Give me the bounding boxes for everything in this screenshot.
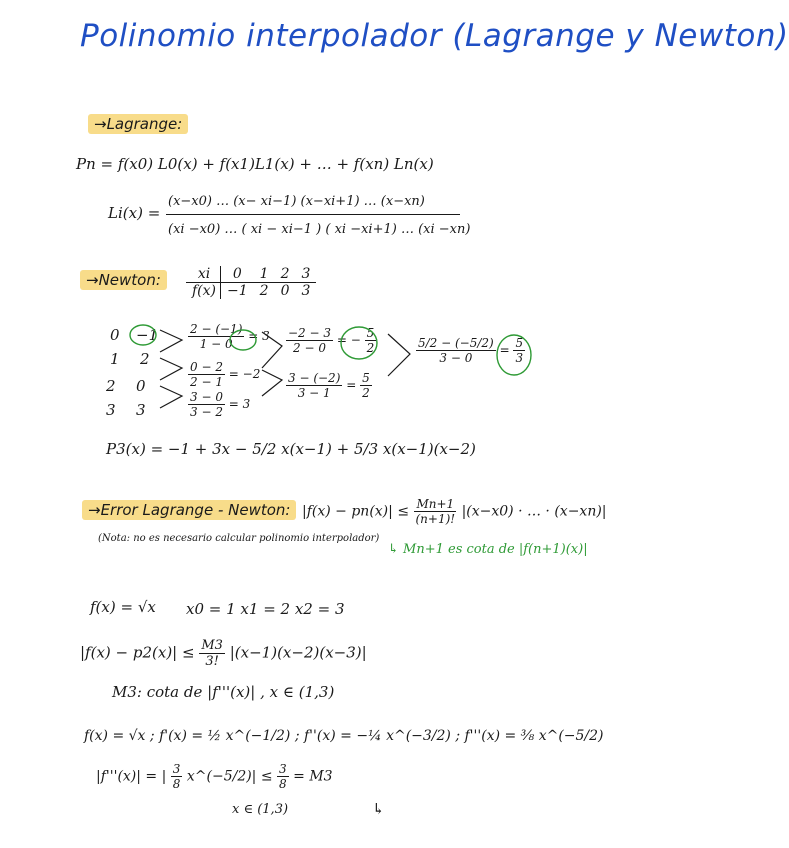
bracket-icon: [262, 332, 282, 368]
highlight-circle: [497, 335, 531, 375]
error-formula: |f(x) − pn(x)| ≤ $\frac{Mn+1}{(n+1)!}$ |(x−x0) · … · (x−xn)|: [302, 497, 607, 526]
dd1-2: $\frac{3 - 0}{3 - 2}$ = 3: [190, 390, 251, 419]
newton-heading: →Newton:: [80, 270, 167, 290]
dd1-1: $\frac{0 - 2}{2 - 1}$ = −2: [190, 360, 261, 389]
lagrange-pn-formula: Pn = f(x0) L0(x) + f(x1)L1(x) + … + f(xn) Ln(x): [76, 155, 434, 173]
table-cell: 0: [280, 283, 290, 299]
dd-x-0: 0: [110, 326, 120, 344]
bracket-icon: [160, 358, 182, 380]
newton-p3: P3(x) = −1 + 3x − 5/2 x(x−1) + 5/3 x(x−1)(x−2): [106, 440, 476, 458]
table-cell: 0: [221, 266, 254, 283]
dd2-0: $\frac{-2 - 3}{2 - 0}$ = − $\frac{5}{2}$: [288, 326, 375, 355]
lagrange-li-numerator: (x−x0) … (x− xi−1) (x−xi+1) … (x−xn): [168, 194, 425, 209]
lagrange-li-denominator: (xi −x0) … ( xi − xi−1 ) ( xi −xi+1) … (xi −xn): [168, 222, 471, 237]
example-nodes: x0 = 1 x1 = 2 x2 = 3: [186, 600, 345, 618]
error-heading: →Error Lagrange - Newton:: [82, 500, 296, 520]
dd-f-1: 2: [140, 350, 150, 368]
lagrange-heading: →Lagrange:: [88, 114, 188, 134]
dd2-1: $\frac{3 - (-2)}{3 - 1}$ = $\frac{5}{2}$: [288, 371, 370, 400]
bracket-icon: [160, 386, 182, 408]
table-cell: −1: [227, 283, 248, 299]
dd-f-3: 3: [136, 401, 146, 419]
bracket-icon: [160, 330, 182, 352]
dd-x-3: 3: [106, 401, 116, 419]
table-cell: 2: [259, 283, 269, 299]
bracket-icon: [388, 334, 410, 376]
error-note: (Nota: no es necesario calcular polinomio interpolador): [98, 533, 380, 544]
page-title: Polinomio interpolador (Lagrange y Newton): [80, 18, 789, 54]
table-cell: 1: [254, 266, 275, 283]
highlight-circle: [230, 330, 256, 350]
example-m3-def: M3: cota de |f'''(x)| , x ∈ (1,3): [112, 683, 335, 701]
dd-f-2: 0: [136, 377, 146, 395]
bracket-icon: [262, 370, 282, 396]
error-green-note: ↳ Mn+1 es cota de |f(n+1)(x)|: [388, 542, 588, 557]
dd1-0: $\frac{2 - (-1)}{1 - 0}$ = 3: [190, 322, 270, 351]
highlight-circle: [130, 325, 159, 345]
example-bound: |f(x) − p2(x)| ≤ $\frac{M3}{3!}$ |(x−1)(x−2)(x−3)|: [80, 638, 367, 669]
dd-f-0: −1: [136, 326, 159, 344]
dd3: $\frac{5/2 - (-5/2)}{3 - 0}$ = $\frac{5}{3}$: [418, 336, 524, 365]
example-under: x ∈ (1,3): [232, 802, 289, 817]
table-cell: 3: [301, 283, 311, 299]
table-cell: 3: [296, 266, 317, 283]
table-header-xi: xi: [186, 266, 221, 283]
table-cell: 2: [275, 266, 296, 283]
table-header-fx: f(x): [186, 283, 221, 300]
lagrange-li-lhs: Li(x) =: [108, 204, 161, 222]
dd-x-1: 1: [110, 350, 120, 368]
example-abs-bound: |f'''(x)| = | $\frac{3}{8}$ x^(−5/2)| ≤ $\frac{3}{8}$ = M3: [96, 762, 333, 791]
highlight-circle: [341, 327, 377, 359]
example-derivatives: f(x) = √x ; f'(x) = ½ x^(−1/2) ; f''(x) = −¼ x^(−3/2) ; f'''(x) = ⅜ x^(−5/2): [84, 728, 604, 744]
dd-x-2: 2: [106, 377, 116, 395]
example-fx: f(x) = √x: [90, 598, 156, 616]
example-scribble: ↳: [372, 800, 385, 818]
